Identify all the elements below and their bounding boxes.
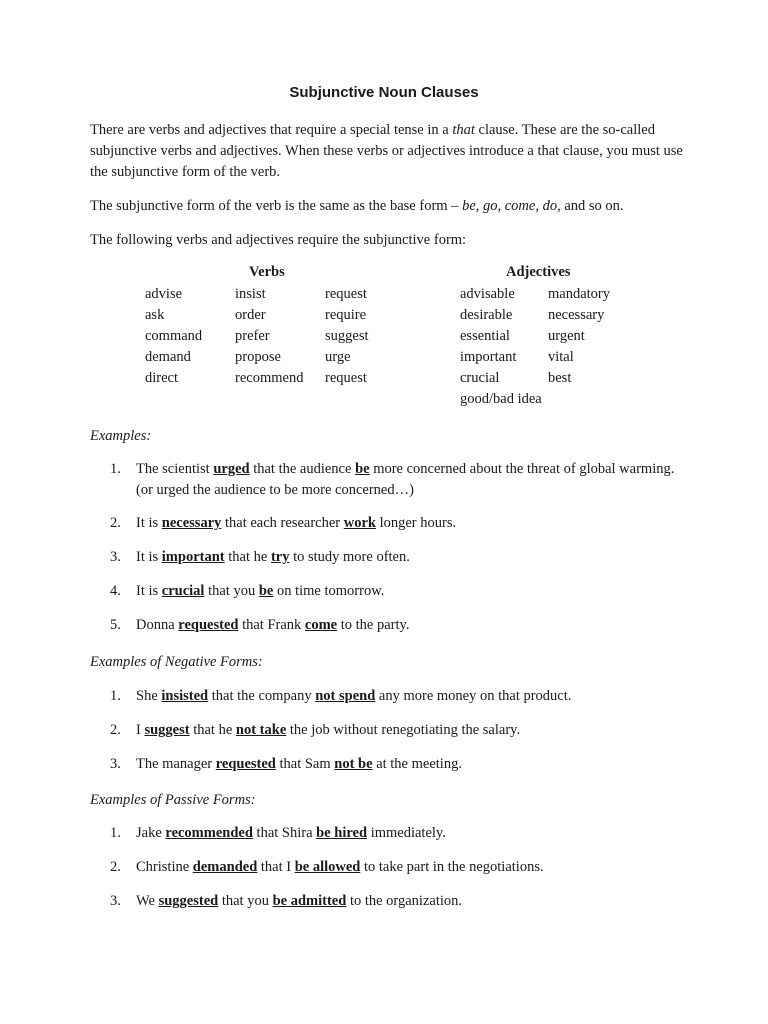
keyword: requested <box>215 756 276 772</box>
verb-cell: recommend <box>235 370 304 386</box>
item-number: 2. <box>110 515 121 531</box>
keyword: demanded <box>192 859 258 875</box>
adjective-cell: best <box>548 370 572 386</box>
keyword: necessary <box>161 515 222 531</box>
verb-cell: suggest <box>325 328 369 344</box>
negative-list <box>90 686 690 788</box>
adjective-cell: important <box>460 349 517 365</box>
item-text: any more money on that product. <box>375 688 572 704</box>
list-item <box>90 547 690 581</box>
keyword: suggest <box>144 722 190 738</box>
item-text: that you <box>218 893 273 909</box>
list-item <box>90 459 690 513</box>
item-text: that he <box>189 722 236 738</box>
verb-cell: propose <box>235 349 281 365</box>
item-number: 2. <box>110 859 121 875</box>
adjective-cell: good/bad idea <box>460 391 542 407</box>
item-number: 1. <box>110 825 121 841</box>
item-number: 1. <box>110 688 121 704</box>
item-text: that Sam <box>275 756 335 772</box>
list-item <box>90 720 690 754</box>
item-text: that the audience <box>249 461 356 477</box>
adjective-cell: crucial <box>460 370 500 386</box>
list-item <box>90 857 690 891</box>
item-text: The manager <box>136 756 216 772</box>
item-text: It is <box>136 549 162 565</box>
base-form-examples: be, go, come, do, <box>462 198 561 214</box>
page-title: Subjunctive Noun Clauses <box>289 84 479 101</box>
keyword: be admitted <box>272 893 347 909</box>
item-text: Christine <box>136 859 193 875</box>
list-item <box>90 581 690 615</box>
adjective-cell: necessary <box>548 307 605 323</box>
item-text: on time tomorrow. <box>273 583 385 599</box>
verbs-header: Verbs <box>249 264 285 280</box>
item-text: immediately. <box>367 825 446 841</box>
item-text: more concerned about the threat of global warming. (or urged the audience to be more concerned…) <box>136 461 675 498</box>
item-text: Jake <box>136 825 166 841</box>
table-intro-paragraph: The following verbs and adjectives require the subjunctive form: <box>90 232 467 248</box>
verb-cell: demand <box>145 349 191 365</box>
item-text: We <box>136 893 159 909</box>
verb-cell: require <box>325 307 367 323</box>
item-text: that the company <box>208 688 316 704</box>
negative-label: Examples of Negative Forms: <box>90 654 263 670</box>
keyword: be <box>355 461 370 477</box>
keyword: not take <box>235 722 287 738</box>
keyword: be hired <box>316 825 368 841</box>
keyword: not spend <box>315 688 376 704</box>
verb-cell: ask <box>145 307 165 323</box>
item-text: to the organization. <box>346 893 463 909</box>
item-text: longer hours. <box>375 515 457 531</box>
item-text: the job without renegotiating the salary. <box>286 722 521 738</box>
keyword: come <box>304 617 338 633</box>
intro-text: clause. These are the so-called subjunctive verbs and adjectives. When these verbs or adjectives introduce a that clause, you must use the subjunctive form of the verb. <box>90 122 683 180</box>
item-number: 2. <box>110 722 121 738</box>
verb-cell: insist <box>235 286 266 302</box>
keyword: try <box>270 549 290 565</box>
passive-list <box>90 823 690 925</box>
verb-cell: order <box>235 307 266 323</box>
intro-text: There are verbs and adjectives that require a special tense in a <box>90 122 453 138</box>
adjective-cell: vital <box>548 349 574 365</box>
intro-that: that <box>452 122 475 138</box>
item-text: She <box>136 688 162 704</box>
adjective-cell: desirable <box>460 307 513 323</box>
keyword: crucial <box>161 583 205 599</box>
keyword: urged <box>213 461 250 477</box>
item-number: 3. <box>110 893 121 909</box>
adjectives-header: Adjectives <box>506 264 571 280</box>
list-item <box>90 891 690 925</box>
base-form-paragraph <box>90 196 690 217</box>
item-text: that he <box>224 549 271 565</box>
verb-cell: request <box>325 370 367 386</box>
keyword: requested <box>178 617 239 633</box>
base-form-text: The subjunctive form of the verb is the same as the base form – <box>90 198 463 214</box>
keyword: important <box>161 549 225 565</box>
item-text: that each researcher <box>221 515 344 531</box>
item-text: that you <box>204 583 259 599</box>
keyword: be <box>258 583 274 599</box>
item-number: 3. <box>110 549 121 565</box>
item-number: 3. <box>110 756 121 772</box>
item-text: to take part in the negotiations. <box>360 859 544 875</box>
keyword: recommended <box>165 825 253 841</box>
keyword: work <box>343 515 376 531</box>
list-item <box>90 615 690 649</box>
keyword: suggested <box>158 893 219 909</box>
adjective-cell: advisable <box>460 286 515 302</box>
item-text: I <box>136 722 145 738</box>
item-text: It is <box>136 515 162 531</box>
intro-paragraph <box>90 120 690 183</box>
examples-label: Examples: <box>90 428 152 444</box>
adjective-cell: mandatory <box>548 286 611 302</box>
list-item <box>90 686 690 720</box>
item-number: 5. <box>110 617 121 633</box>
list-item <box>90 823 690 857</box>
verb-cell: prefer <box>235 328 270 344</box>
item-number: 1. <box>110 461 121 477</box>
verb-cell: advise <box>145 286 183 302</box>
item-text: to the party. <box>337 617 410 633</box>
adjective-cell: urgent <box>548 328 585 344</box>
item-text: The scientist <box>136 461 214 477</box>
list-item <box>90 754 690 788</box>
verb-cell: command <box>145 328 203 344</box>
list-item <box>90 513 690 547</box>
verb-cell: direct <box>145 370 179 386</box>
keyword: not be <box>334 756 373 772</box>
item-text: It is <box>136 583 162 599</box>
item-text: Donna <box>136 617 179 633</box>
item-text: that Shira <box>252 825 317 841</box>
verb-cell: urge <box>325 349 351 365</box>
item-number: 4. <box>110 583 121 599</box>
item-text: at the meeting. <box>372 756 462 772</box>
item-text: to study more often. <box>289 549 410 565</box>
base-form-text: and so on. <box>560 198 624 214</box>
verb-cell: request <box>325 286 367 302</box>
passive-label: Examples of Passive Forms: <box>90 792 256 808</box>
adjective-cell: essential <box>460 328 510 344</box>
item-text: that Frank <box>238 617 305 633</box>
keyword: insisted <box>161 688 209 704</box>
examples-list <box>90 459 690 649</box>
keyword: be allowed <box>294 859 361 875</box>
item-text: that I <box>257 859 295 875</box>
